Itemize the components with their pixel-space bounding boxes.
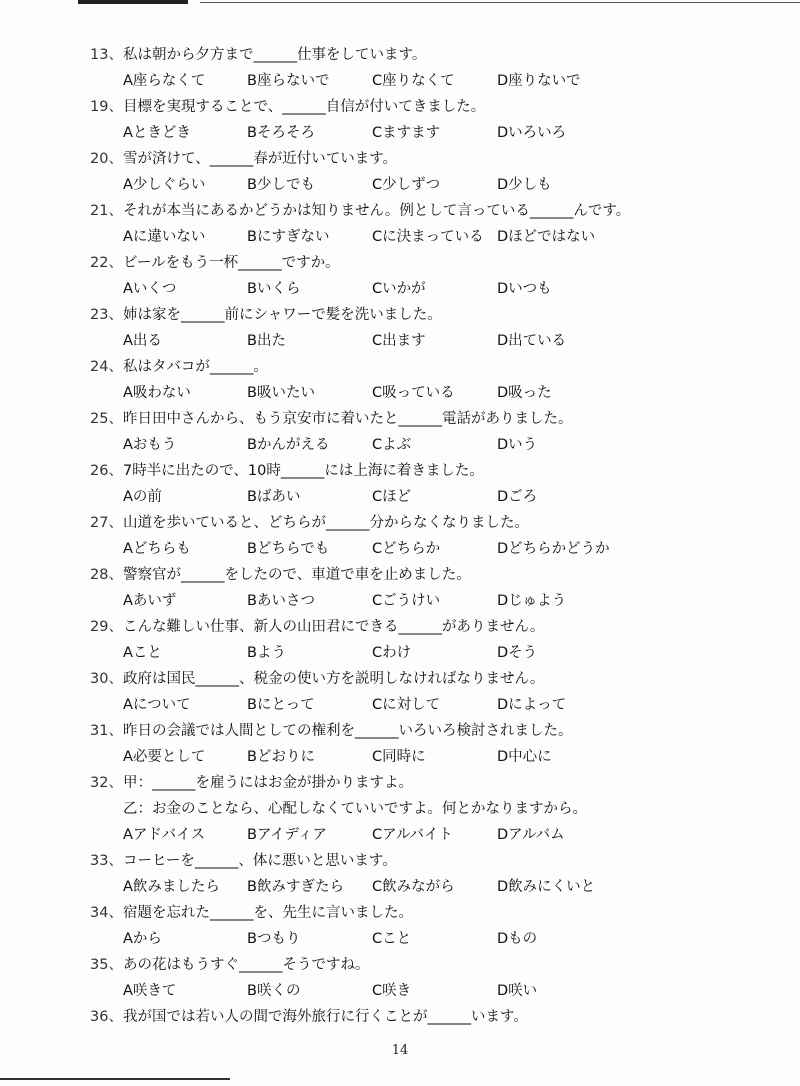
question-number: 25、: [90, 411, 123, 427]
question-subtext: 乙：お金のことなら、心配しなくていいですよ。何とかなりますから。: [123, 801, 587, 817]
answer-options: [0, 926, 800, 952]
answer-option-c: Cに決まっている: [372, 229, 484, 245]
answer-option-a: Aおもう: [123, 437, 177, 453]
answer-option-d: Dによって: [497, 697, 567, 713]
question-number: 35、: [90, 957, 123, 973]
answer-option-a: Aどちらも: [123, 541, 191, 557]
answer-option-a: Aの前: [123, 489, 162, 505]
answer-option-b: B飲みすぎたら: [247, 879, 344, 895]
answer-option-d: Dじゅよう: [497, 593, 567, 609]
answer-option-b: Bあいさつ: [247, 593, 315, 609]
answer-options: [0, 978, 800, 1004]
answer-option-c: Cいかが: [372, 281, 426, 297]
question-text: 山道を歩いていると、どちらが______分からなくなりました。: [123, 515, 529, 531]
question-line: [0, 770, 800, 796]
answer-option-d: D少しも: [497, 177, 552, 193]
question-text: 我が国では若い人の間で海外旅行に行くことが______います。: [123, 1009, 528, 1025]
question-text: 甲：______を雇うにはお金が掛かりますよ。: [123, 775, 413, 791]
answer-option-b: Bいくら: [247, 281, 301, 297]
answer-option-b: Bかんがえる: [247, 437, 330, 453]
question-number: 28、: [90, 567, 123, 583]
answer-option-a: Aときどき: [123, 125, 191, 141]
question-line: [0, 198, 800, 224]
answer-options: [0, 432, 800, 458]
question-number: 33、: [90, 853, 123, 869]
answer-options: [0, 380, 800, 406]
answer-option-a: Aこと: [123, 645, 162, 661]
answer-option-d: D中心に: [497, 749, 552, 765]
answer-option-d: Dアルバム: [497, 827, 565, 843]
question-number: 20、: [90, 151, 123, 167]
answer-option-b: B座らないで: [247, 73, 330, 89]
question-list: [0, 42, 800, 1030]
answer-option-a: A出る: [123, 333, 162, 349]
question-number: 13、: [90, 47, 123, 63]
question-line: [0, 848, 800, 874]
answer-options: [0, 276, 800, 302]
answer-option-c: Cほど: [372, 489, 412, 505]
answer-option-a: Aアドバイス: [123, 827, 205, 843]
question-text: 警察官が______をしたので、車道で車を止めました。: [123, 567, 471, 583]
question-line: [0, 250, 800, 276]
answer-option-c: Cよぶ: [372, 437, 412, 453]
question-line: [0, 94, 800, 120]
answer-option-b: Bにとって: [247, 697, 315, 713]
answer-option-b: B出た: [247, 333, 286, 349]
answer-option-d: Dごろ: [497, 489, 538, 505]
question-text: あの花はもうすぐ______そうですね。: [123, 957, 370, 973]
answer-option-d: D飲みにくいと: [497, 879, 596, 895]
question-number: 22、: [90, 255, 123, 271]
answer-option-d: Dいろいろ: [497, 125, 567, 141]
question-text: 姉は家を______前にシャワーで髪を洗いました。: [123, 307, 442, 323]
answer-option-d: D座りないで: [497, 73, 581, 89]
question-line: [0, 666, 800, 692]
answer-option-c: Cアルバイト: [372, 827, 454, 843]
answer-option-c: C出ます: [372, 333, 426, 349]
answer-option-a: Aから: [123, 931, 162, 947]
question-number: 26、: [90, 463, 123, 479]
answer-option-c: C同時に: [372, 749, 426, 765]
answer-option-a: Aあいず: [123, 593, 177, 609]
question-line: [0, 354, 800, 380]
answer-options: [0, 588, 800, 614]
question-number: 34、: [90, 905, 123, 921]
answer-option-c: C咲き: [372, 983, 412, 999]
question-line: [0, 562, 800, 588]
answer-option-d: D吸った: [497, 385, 552, 401]
answer-option-c: C吸っている: [372, 385, 455, 401]
question-line: [0, 718, 800, 744]
answer-option-b: B吸いたい: [247, 385, 315, 401]
answer-option-c: C飲みながら: [372, 879, 455, 895]
answer-option-c: Cごうけい: [372, 593, 441, 609]
answer-option-c: C少しずつ: [372, 177, 441, 193]
answer-option-c: Cに対して: [372, 697, 441, 713]
question-line: [0, 42, 800, 68]
question-line: [0, 614, 800, 640]
question-number: 30、: [90, 671, 123, 687]
question-text: 私は朝から夕方まで______仕事をしています。: [123, 47, 427, 63]
answer-options: [0, 744, 800, 770]
question-text: 雪が済けて、______春が近付いています。: [123, 151, 398, 167]
answer-options: [0, 874, 800, 900]
answer-option-d: Dどちらかどうか: [497, 541, 610, 557]
question-text: こんな難しい仕事、新人の山田君にできる______がありません。: [123, 619, 545, 635]
question-line: [0, 406, 800, 432]
question-text: 私はタバコが______。: [123, 359, 268, 375]
question-text: 宿題を忘れた______を、先生に言いました。: [123, 905, 413, 921]
answer-option-b: Bにすぎない: [247, 229, 330, 245]
question-number: 19、: [90, 99, 123, 115]
question-number: 32、: [90, 775, 123, 791]
answer-option-b: Bばあい: [247, 489, 301, 505]
answer-option-a: Aいくつ: [123, 281, 177, 297]
question-text: 7時半に出たので、10時______には上海に着きました。: [123, 463, 484, 479]
answer-option-b: Bよう: [247, 645, 286, 661]
answer-options: [0, 172, 800, 198]
answer-option-c: C座りなくて: [372, 73, 455, 89]
question-number: 27、: [90, 515, 123, 531]
answer-option-d: Dそう: [497, 645, 538, 661]
question-line: [0, 510, 800, 536]
answer-option-b: Bつもり: [247, 931, 301, 947]
answer-option-b: B少しでも: [247, 177, 315, 193]
question-subline: [0, 796, 800, 822]
question-text: コーヒーを______、体に悪いと思います。: [123, 853, 397, 869]
question-number: 24、: [90, 359, 123, 375]
question-number: 29、: [90, 619, 123, 635]
answer-option-a: A少しぐらい: [123, 177, 206, 193]
answer-option-a: Aについて: [123, 697, 191, 713]
answer-option-b: B咲くの: [247, 983, 301, 999]
answer-option-c: Cわけ: [372, 645, 412, 661]
answer-option-c: Cますます: [372, 125, 441, 141]
answer-option-a: A吸わない: [123, 385, 191, 401]
question-text: 政府は国民______、税金の使い方を説明しなければなりません。: [123, 671, 545, 687]
question-number: 23、: [90, 307, 123, 323]
answer-option-b: Bそろそろ: [247, 125, 315, 141]
question-text: ビールをもう一杯______ですか。: [123, 255, 340, 271]
question-text: 昨日田中さんから、もう京安市に着いたと______電話がありました。: [123, 411, 573, 427]
answer-options: [0, 328, 800, 354]
answer-option-d: Dいつも: [497, 281, 552, 297]
question-text: それが本当にあるかどうかは知りません。例として言っている______んです。: [123, 203, 631, 219]
question-line: [0, 1004, 800, 1030]
question-number: 21、: [90, 203, 123, 219]
header-rule-thick: [78, 0, 188, 4]
answer-option-a: A咲きて: [123, 983, 177, 999]
question-line: [0, 952, 800, 978]
answer-options: [0, 692, 800, 718]
answer-option-b: Bどおりに: [247, 749, 315, 765]
answer-options: [0, 120, 800, 146]
answer-options: [0, 640, 800, 666]
answer-option-d: D咲い: [497, 983, 538, 999]
answer-options: [0, 484, 800, 510]
question-line: [0, 146, 800, 172]
page-number: 14: [391, 1043, 409, 1058]
header-rule-thin: [200, 2, 800, 3]
answer-option-b: Bどちらでも: [247, 541, 330, 557]
footer-rule: [0, 1078, 230, 1080]
answer-option-a: A座らなくて: [123, 73, 206, 89]
question-number: 36、: [90, 1009, 123, 1025]
answer-options: [0, 536, 800, 562]
answer-option-d: Dいう: [497, 437, 538, 453]
question-text: 目標を実現することで、______自信が付いてきました。: [123, 99, 486, 115]
answer-option-c: Cどちらか: [372, 541, 441, 557]
question-text: 昨日の会議では人間としての権利を______いろいろ検討されました。: [123, 723, 573, 739]
answer-option-a: A飲みましたら: [123, 879, 220, 895]
question-number: 31、: [90, 723, 123, 739]
answer-option-d: D出ている: [497, 333, 567, 349]
answer-option-a: A必要として: [123, 749, 206, 765]
answer-option-d: Dもの: [497, 931, 538, 947]
answer-option-a: Aに違いない: [123, 229, 206, 245]
question-line: [0, 302, 800, 328]
answer-option-c: Cこと: [372, 931, 412, 947]
answer-options: [0, 822, 800, 848]
question-line: [0, 900, 800, 926]
answer-option-d: Dほどではない: [497, 229, 596, 245]
question-line: [0, 458, 800, 484]
answer-options: [0, 224, 800, 250]
answer-option-b: Bアイディア: [247, 827, 327, 843]
answer-options: [0, 68, 800, 94]
